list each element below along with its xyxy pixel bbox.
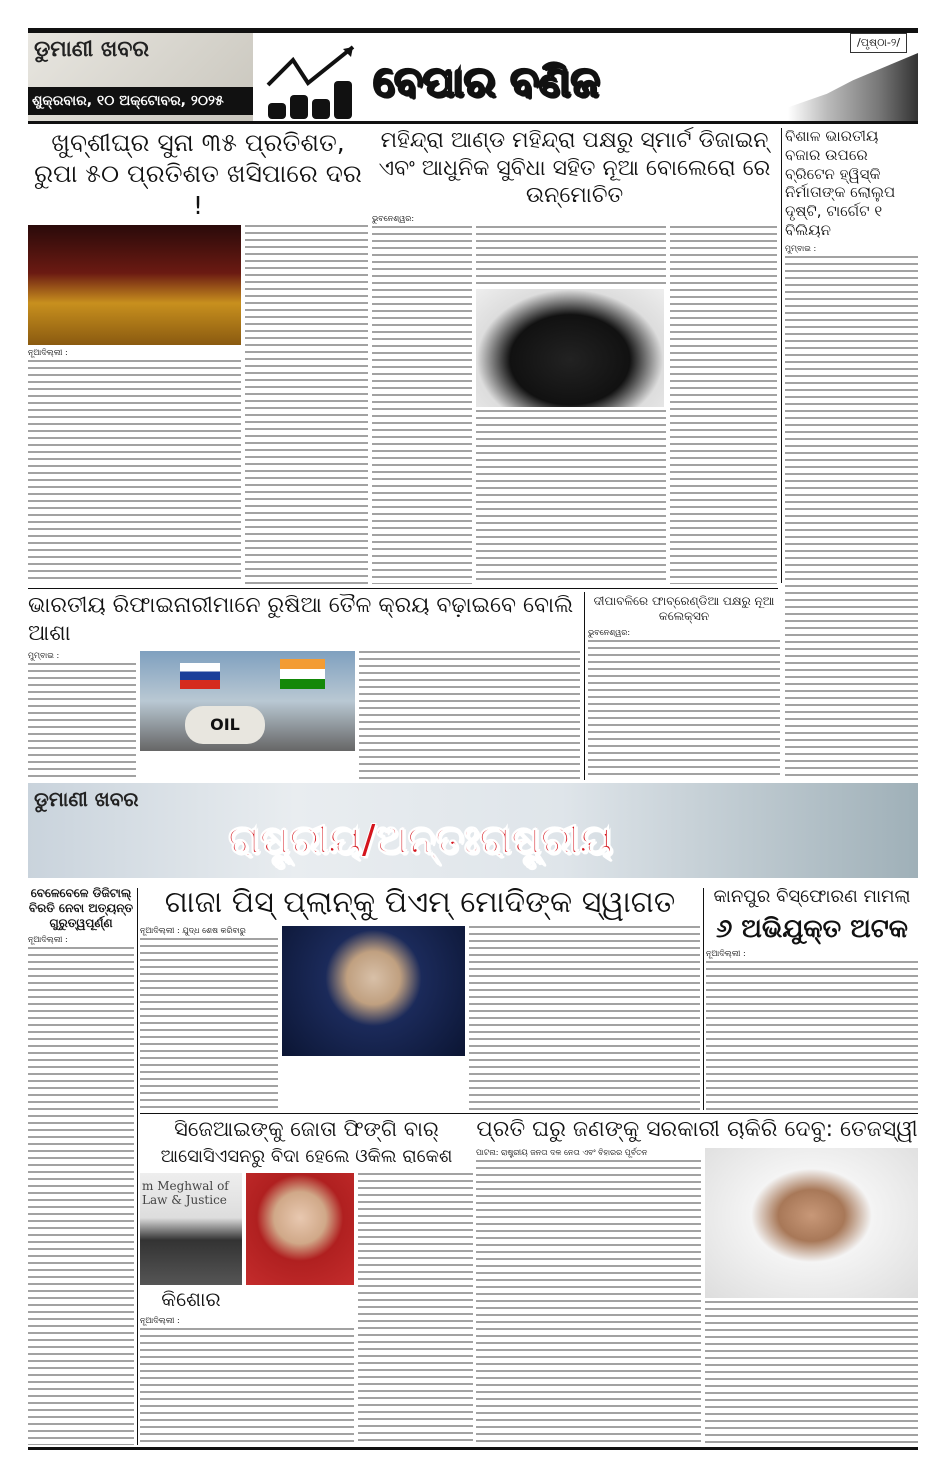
fabindia-article xyxy=(588,594,780,780)
masthead-brand: ଡୁମାଣୀ ଖବର xyxy=(34,37,149,62)
masthead xyxy=(28,33,918,121)
page-number-text: ପୃଷ୍ଠା-୨ xyxy=(860,36,897,49)
modi-image xyxy=(282,926,465,1056)
kanpur-article xyxy=(706,886,918,1110)
gaza-article xyxy=(140,884,700,1110)
gaza-lead: ନୂଆଦିଲ୍ଲୀ : ଯୁଦ୍ଧ ଶେଷ କରିବାରୁ xyxy=(140,925,246,935)
banner-title: ରାଷ୍ଟ୍ରୀୟ/ଅନ୍ତଃରାଷ୍ଟ୍ରୀୟ xyxy=(228,817,613,863)
gold-headline: ଖୁବ୍‌ଶୀଘ୍ର ସୁନା ୩୫ ପ୍ରତିଶତ, ରୁପା ୫୦ ପ୍ରତିଶତ ଖସିପାରେ ଦର ! xyxy=(34,128,362,220)
kanpur-headline-2: ୬ ଅଭିଯୁକ୍ତ ଅଟକ xyxy=(716,913,908,944)
kishore-photo xyxy=(246,1173,354,1285)
oil-article xyxy=(28,592,580,780)
fabindia-headline: ଦୀପାବଳିରେ ଫାବ୍ରେଣ୍ଡିଆ ପକ୍ଷରୁ ନୂଆ କଲେକ୍ସନ xyxy=(593,594,775,623)
masthead-brand-box xyxy=(28,33,253,121)
kanpur-headline-1: କାନପୁର ବିସ୍ଫୋରଣ ମାମଲା xyxy=(713,886,911,907)
oil-lead: ମୁମ୍ବାଇ : xyxy=(28,651,60,660)
page-number: /ପୃଷ୍ଠା-୨/ xyxy=(850,33,907,53)
section-title: ବେପାର ବଣିଜ xyxy=(373,57,600,106)
digital-lead: ନୂଆଦିଲ୍ଲୀ : xyxy=(28,935,68,944)
bolero-article xyxy=(372,127,777,584)
fabindia-lead: ଭୁବନେଶ୍ୱର: xyxy=(588,628,631,637)
tejashwi-headline: ପ୍ରତି ଘରୁ ଜଣଙ୍କୁ ସରକାରୀ ଚାକିରି ଦେବୁ: ତେଜସ୍ୱୀ xyxy=(476,1117,918,1142)
banner-brand: ଡୁମାଣୀ ଖବର xyxy=(34,787,139,811)
tejashwi-article xyxy=(476,1116,918,1445)
britain-lead: ମୁମ୍ବାଇ : xyxy=(785,243,817,253)
oil-tank-image xyxy=(140,651,355,751)
gaza-headline: ଗାଜା ପିସ୍ ପ୍ଲାନ୍‌କୁ ପିଏମ୍ ମୋଦିଙ୍କ ସ୍ୱାଗତ xyxy=(164,885,676,920)
india-flag xyxy=(280,659,325,689)
coins-stack-icon xyxy=(788,53,918,121)
masthead-date: ଶୁକ୍ରବାର, ୧୦ ଅକ୍ଟୋବର, ୨୦୨୫ xyxy=(28,87,253,115)
photo-backdrop-text: m Meghwal of Law & Justice xyxy=(142,1178,229,1207)
bolero-lead: ଭୁବନେଶ୍ୱର: xyxy=(372,213,415,223)
cji-headline-1: ସିଜେଆଇଙ୍କୁ ଜୋତା ଫିଙ୍ଗି ବାର୍ xyxy=(174,1117,439,1141)
oil-headline: ଭାରତୀୟ ରିଫାଇନାରୀମାନେ ରୁଷିଆ ତୈଳ କ୍ରୟ ବଢ଼ାଇବେ ବୋଲି ଆଶା xyxy=(28,593,574,646)
national-banner xyxy=(28,783,918,878)
britain-article xyxy=(785,127,918,780)
gold-lead: ନୂଆଦିଲ୍ଲୀ : xyxy=(28,347,68,357)
russia-flag xyxy=(180,663,220,689)
tejashwi-lead: ପାଟନା: ରାଷ୍ଟ୍ରୀୟ ଜନତା ଦଳ ନେତା ଏବଂ ବିହାରର ପୂର୍ବତନ xyxy=(476,1147,648,1157)
cji-lead: ନୂଆଦିଲ୍ଲୀ : xyxy=(140,1315,180,1325)
growth-coins-icon xyxy=(263,45,363,120)
gold-bars-image xyxy=(28,225,241,345)
photo-caption-kishore: କିଶୋର xyxy=(161,1286,221,1311)
cji-article xyxy=(140,1116,473,1445)
kanpur-lead: ନୂଆଦିଲ୍ଲୀ : xyxy=(706,949,746,958)
britain-headline: ବିଶାଳ ଭାରତୀୟ ବଜାର ଉପରେ ବ୍ରିଟେନ ହ୍ୱିସ୍କି ନିର୍ମାତାଙ୍କ ଲୋଲୁପ ଦୃଷ୍ଟି, ଟାର୍ଗେଟ ୧ ବିଲିୟନ xyxy=(785,127,896,239)
digital-headline: ବେଳେବେଳେ ଡିଜିଟାଲ୍ ବିରତି ନେବା ଅତ୍ୟନ୍ତ ଗୁରୁତ୍ୱପୂର୍ଣ୍ଣ xyxy=(28,886,134,930)
oil-tank-label: OIL xyxy=(185,706,265,744)
bolero-headline: ମହିନ୍ଦ୍ରା ଆଣ୍ଡ ମହିନ୍ଦ୍ରା ପକ୍ଷରୁ ସ୍ମାର୍ଟ ଡିଜାଇନ୍ ଏବଂ ଆଧୁନିକ ସୁବିଧା ସହିତ ନୂଆ ବୋଲେରୋ ରେ ଉନ୍ମୋଚିତ xyxy=(378,128,771,208)
bolero-suv-image xyxy=(476,289,664,407)
tejashwi-photo xyxy=(705,1148,918,1298)
cji-headline-2: ଆସୋସିଏସନରୁ ବିଦା ହେଲେ ଓକିଲ ରାକେଶ xyxy=(160,1146,453,1168)
gold-article xyxy=(28,127,368,584)
digital-article xyxy=(28,886,134,1445)
meghwal-photo xyxy=(140,1173,242,1285)
